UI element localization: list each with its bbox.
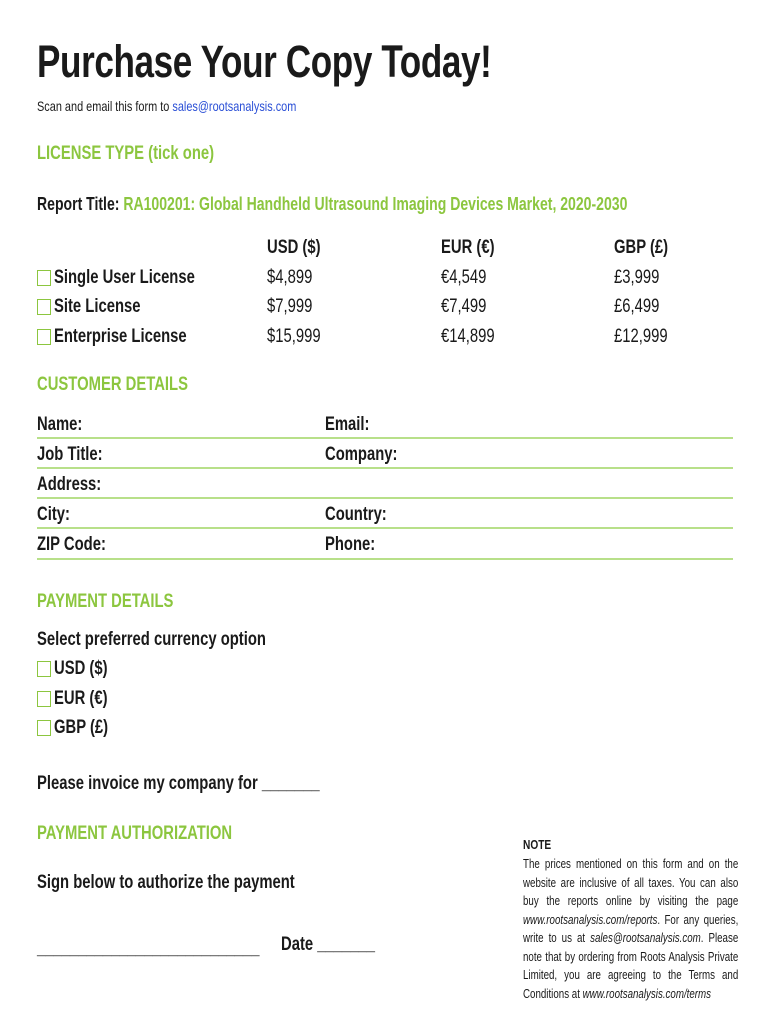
job-title-field-label[interactable]: Job Title: [37,444,103,465]
sales-email-link[interactable]: sales@rootsanalysis.com [172,98,297,114]
currency-header-gbp: GBP (£) [614,237,669,258]
page-title: Purchase Your Copy Today! [37,36,492,87]
country-field-label[interactable]: Country: [325,504,387,525]
license-type-heading: LICENSE TYPE (tick one) [37,143,215,164]
currency-select-label: Select preferred currency option [37,629,266,650]
report-title: Report Title: RA100201: Global Handheld Ultrasound Imaging Devices Market, 2020-2030 [37,194,628,214]
email-field-label[interactable]: Email: [325,414,370,435]
enterprise-license-checkbox[interactable] [37,329,51,345]
customer-details-heading: CUSTOMER DETAILS [37,374,188,395]
note-title: NOTE [523,837,552,852]
invoice-line[interactable]: Please invoice my company for _______ [37,773,320,794]
address-underline [37,497,733,499]
zip-code-field-label[interactable]: ZIP Code: [37,534,106,555]
single-user-license-label: Single User License [54,267,195,288]
site-price-eur: €7,499 [441,296,487,317]
single-user-price-usd: $4,899 [267,267,313,288]
date-field[interactable]: Date _______ [281,934,375,955]
zip-phone-underline [37,558,733,560]
name-field-label[interactable]: Name: [37,414,83,435]
name-email-underline [37,437,733,439]
site-price-usd: $7,999 [267,296,313,317]
currency-eur-label: EUR (€) [54,688,108,709]
address-field-label[interactable]: Address: [37,474,102,495]
page-subtitle: Scan and email this form to sales@rootsanalysis.com [37,98,297,114]
currency-header-usd: USD ($) [267,237,321,258]
city-field-label[interactable]: City: [37,504,70,525]
signature-line[interactable]: ___________________________ [37,938,260,959]
note-body: The prices mentioned on this form and on the website are inclusive of all taxes. You can also buy the reports online by visiting the page www.rootsanalysis.com/reports. For any queries, write to us at sales@rootsanalysis.com. Please note that by ordering from Roots Analysis Private Limited, you are agreeing to the Terms and Conditions at www.rootsanalysis.com/terms [523,857,739,1001]
payment-authorization-heading: PAYMENT AUTHORIZATION [37,823,233,844]
terms-link[interactable]: www.rootsanalysis.com/terms [582,986,712,1001]
reports-link[interactable]: www.rootsanalysis.com/reports [523,912,658,927]
note-email-link[interactable]: sales@rootsanalysis.com [590,931,701,945]
single-user-license-checkbox[interactable] [37,270,51,286]
payment-details-heading: PAYMENT DETAILS [37,591,174,612]
single-user-price-eur: €4,549 [441,267,487,288]
single-user-price-gbp: £3,999 [614,267,660,288]
sign-instruction: Sign below to authorize the payment [37,872,295,893]
enterprise-price-usd: $15,999 [267,326,321,347]
job-company-underline [37,467,733,469]
currency-eur-checkbox[interactable] [37,691,51,707]
company-field-label[interactable]: Company: [325,444,398,465]
enterprise-license-label: Enterprise License [54,326,187,347]
phone-field-label[interactable]: Phone: [325,534,376,555]
site-license-label: Site License [54,296,141,317]
currency-gbp-checkbox[interactable] [37,720,51,736]
enterprise-price-gbp: £12,999 [614,326,668,347]
city-country-underline [37,527,733,529]
currency-usd-label: USD ($) [54,658,108,679]
currency-gbp-label: GBP (£) [54,717,109,738]
site-license-checkbox[interactable] [37,299,51,315]
site-price-gbp: £6,499 [614,296,660,317]
currency-header-eur: EUR (€) [441,237,495,258]
enterprise-price-eur: €14,899 [441,326,495,347]
currency-usd-checkbox[interactable] [37,661,51,677]
